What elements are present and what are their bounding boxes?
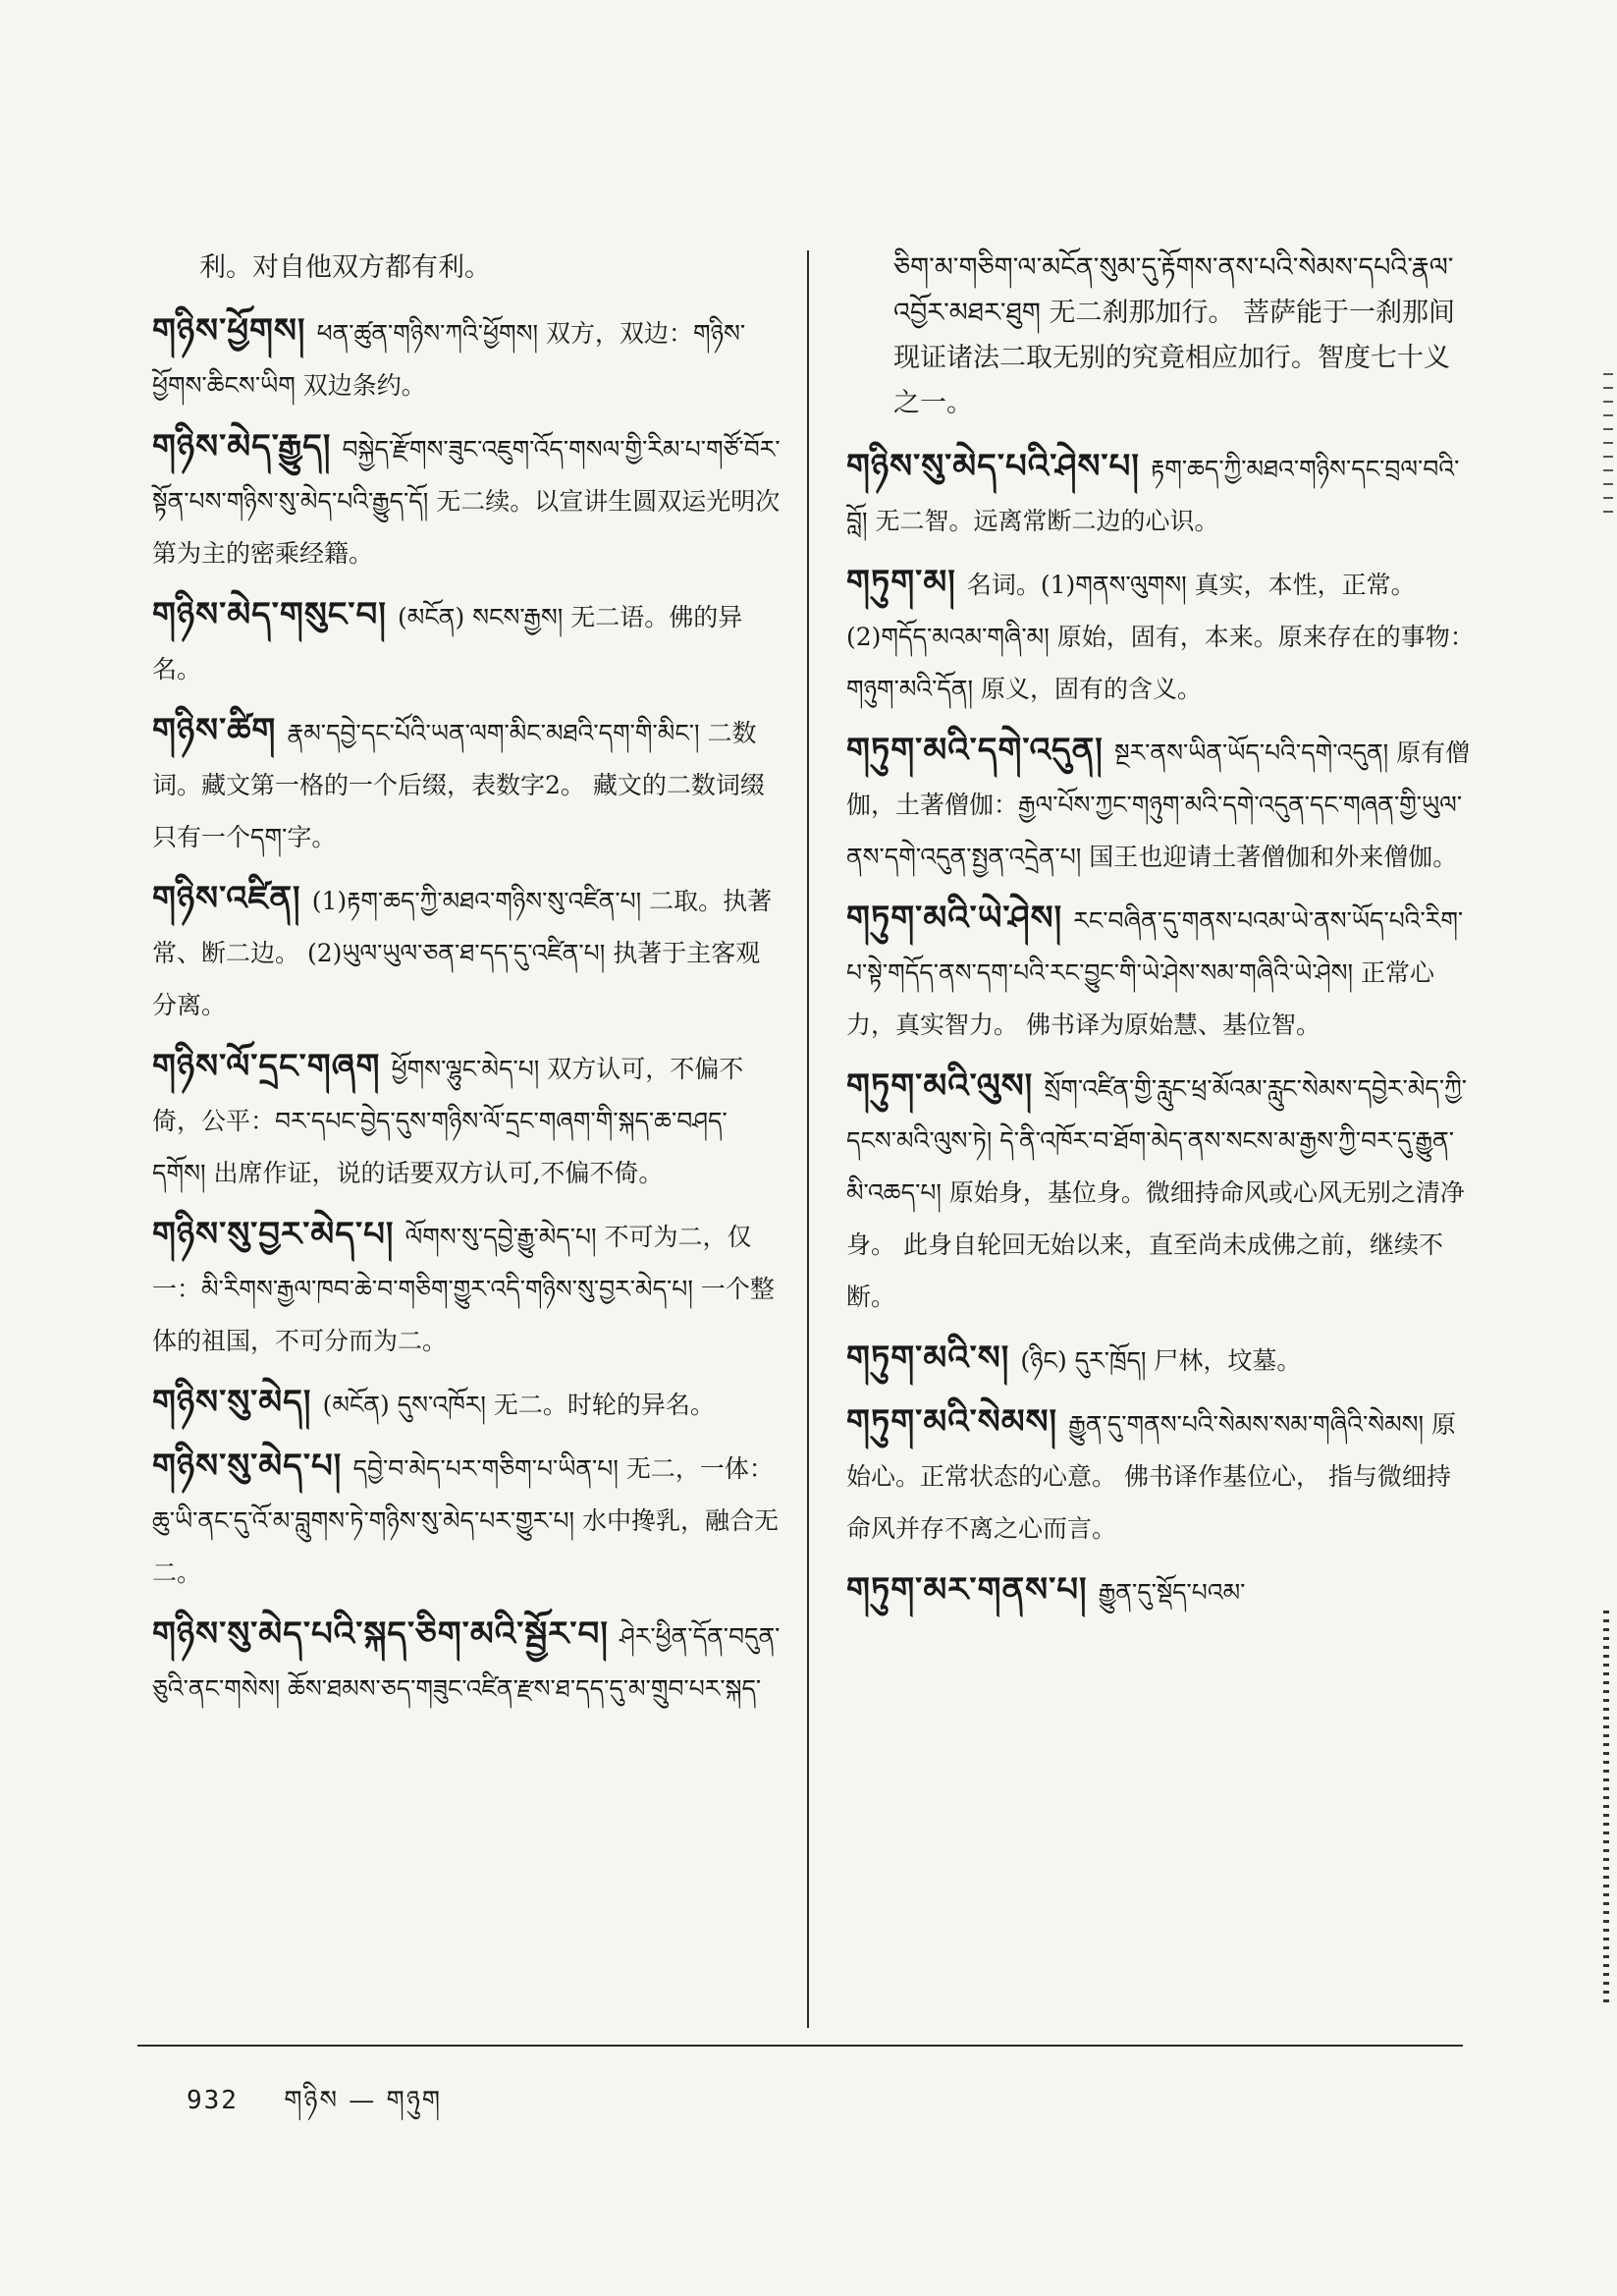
left-column [152, 246, 781, 1725]
entry-headword: གཏུག་མའི་སེམས། [846, 1402, 1058, 1442]
entry-headword: གཏུག་མའི་ལུས། [846, 1066, 1034, 1106]
entry-gloss: རྟག་ཆད་ཀྱི་མཐའ་གཉིས་དང་བྲལ་བའི་བློ། 无二智。远离常断二边的心识。 [846, 455, 1460, 535]
dictionary-entry [152, 1210, 781, 1366]
dictionary-entry [152, 1378, 781, 1430]
entry-headword: གཏུག་མ། [846, 563, 956, 602]
page-footer [187, 2072, 442, 2144]
running-head: གཉིས — གཉུག [284, 2086, 443, 2115]
entry-gloss: རང་བཞིན་དུ་གནས་པའམ་ཡེ་ནས་ཡོད་པའི་རིག་པ་སྟེ་གདོད་ནས་དག་པའི་རང་བྱུང་གི་ཡེ་ཤེས་སམ་གཞིའི་ཡེ་ཤེས། 正常心力，真实智力。 佛书译为原始慧、基位智。 [846, 906, 1464, 1039]
entry-headword: གཉིས་སུ་མེད། [152, 1383, 312, 1422]
entry-gloss: སྔར་ནས་ཡིན་ཡོད་པའི་དགེ་འདུན། 原有僧伽，土著僧伽：རྒྱལ་པོས་ཀྱང་གཉུག་མའི་དགེ་འདུན་དང་གཞན་གྱི་ཡུལ་ནས་དགེ་འདུན་སྤྱན་འདྲེན་པ། 国王也迎请土著僧伽和外来僧伽。 [846, 738, 1471, 871]
entry-gloss: ཕན་ཚུན་གཉིས་ཀའི་ཕྱོགས། 双方，双边：གཉིས་ཕྱོགས་ཆིངས་ཡིག 双边条约。 [152, 319, 746, 400]
entry-gloss: རྣམ་དབྱེ་དང་པོའི་ཡན་ལག་མིང་མཐའི་དག་གི་མིང་། 二数词。藏文第一格的一个后缀，表数字2。 藏文的二数词缀只有一个དག་字。 [152, 719, 765, 851]
entry-headword: གཉིས་སུ་བྱར་མེད་པ། [152, 1215, 395, 1254]
dictionary-entry [846, 558, 1475, 714]
entry-headword: གཏུག་མའི་ས། [846, 1339, 1010, 1378]
dictionary-entry [152, 1042, 781, 1198]
entry-headword: གཉིས་ཕྱོགས། [152, 311, 306, 351]
dictionary-entry [846, 726, 1475, 882]
entry-headword: གཉིས་སུ་མེད་པ། [152, 1447, 343, 1486]
dictionary-entry [846, 442, 1475, 546]
dictionary-entry [846, 1062, 1475, 1322]
dictionary-entry [846, 1397, 1475, 1554]
entry-gloss: ཕྱོགས་ལྷུང་མེད་པ། 双方认可，不偏不倚，公平：བར་དཔང་བྱེད་དུས་གཉིས་ལོ་དྲང་གཞག་གི་སྐད་ཆ་བཤད་དགོས། 出席作证，说的话要双方认可,不偏不倚。 [152, 1055, 744, 1187]
entry-headword: གཏུག་མའི་ཡེ་ཤེས། [846, 899, 1063, 938]
entry-headword: གཉིས་འཛིན། [152, 879, 301, 918]
footer-rule [137, 2045, 1463, 2047]
dictionary-entry [152, 706, 781, 862]
dictionary-entry [152, 874, 781, 1030]
entry-gloss: བསྐྱེད་རྫོགས་ཟུང་འཇུག་འོད་གསལ་གྱི་རིམ་པ་གཙོ་བོར་སྟོན་པས་གཉིས་སུ་མེད་པའི་རྒྱུད་དོ། 无二续。以宣讲生圆双运光明次第为主的密乘经籍。 [152, 435, 781, 568]
entry-headword: གཉིས་ལོ་དྲང་གཞག [152, 1047, 381, 1086]
entry-gloss: ཤེར་ཕྱིན་དོན་བདུན་ཅུའི་ནང་གསེས། ཆོས་ཐམས་ཅད་གཟུང་འཛིན་རྫས་ཐ་དད་དུ་མ་གྲུབ་པར་སྐད་ [152, 1622, 781, 1703]
dictionary-entry [152, 590, 781, 694]
entry-gloss: 名词。(1)གནས་ལུགས། 真实，本性，正常。(2)གདོད་མའམ་གཞི་མ། 原始，固有，本来。原来存在的事物：གཉུག་མའི་དོན། 原义，固有的含义。 [846, 571, 1475, 703]
entry-gloss: (མངོན) དུས་འཁོར། 无二。时轮的异名。 [322, 1391, 715, 1419]
dictionary-entry [152, 422, 781, 578]
entry-headword: གཉིས་སུ་མེད་པའི་ཤེས་པ། [846, 447, 1140, 486]
entry-headword: གཉིས་སུ་མེད་པའི་སྐད་ཅིག་མའི་སྦྱོར་བ། [152, 1614, 609, 1654]
entry-gloss: རྒྱུན་དུ་སྡོད་པའམ་ [1098, 1578, 1246, 1607]
entry-headword: གཉིས་མེད་གསུང་བ། [152, 595, 387, 634]
dictionary-entry [846, 894, 1475, 1050]
entry-headword: གཉིས་མེད་རྒྱུད། [152, 427, 332, 466]
entry-gloss: སྲོག་འཛིན་གྱི་རླུང་ཕྲ་མོའམ་རླུང་སེམས་དབྱེར་མེད་ཀྱི་དངས་མའི་ལུས་ཏེ། དེ་ནི་འཁོར་བ་ཐོག་མེད་ནས་སངས་མ་རྒྱས་ཀྱི་བར་དུ་རྒྱུན་མི་འཆད་པ། 原始身，基位身。微细持命风或心风无别之清净身。 此身自轮回无始以来，直至尚未成佛之前，继续不断。 [846, 1074, 1467, 1311]
dictionary-entry [152, 1442, 781, 1598]
entry-headword: གཏུག་མར་གནས་པ། [846, 1570, 1088, 1610]
entry-gloss: དབྱེ་བ་མེད་པར་གཅིག་པ་ཡིན་པ། 无二，一体：ཆུ་ཡི་ནང་དུ་འོ་མ་བླུགས་ཏེ་གཉིས་སུ་མེད་པར་གྱུར་པ། 水中搀乳，融合无二。 [152, 1454, 780, 1587]
left-continuation: 利。对自他双方都有利。 [199, 252, 491, 283]
entry-gloss: (མངོན) སངས་རྒྱས། 无二语。佛的异名。 [152, 603, 743, 683]
entry-gloss: (1)རྟག་ཆད་ཀྱི་མཐའ་གཉིས་སུ་འཛིན་པ། 二取。执著常、断二边。 (2)ཡུལ་ཡུལ་ཅན་ཐ་དད་དུ་འཛིན་པ། 执著于主客观分离。 [152, 887, 773, 1019]
entry-gloss: རྒྱུན་དུ་གནས་པའི་སེམས་སམ་གཞིའི་སེམས། 原始心。正常状态的心意。 佛书译作基位心， 指与微细持命风并存不离之心而言。 [846, 1410, 1457, 1543]
scan-edge-marks [1603, 373, 1613, 520]
entry-headword: གཉིས་ཚིག [152, 711, 277, 750]
dictionary-entry [846, 1565, 1475, 1617]
column-divider [807, 250, 809, 2028]
entry-gloss: (ཉིང) དུར་ཁྲོད། 尸林，坟墓。 [1020, 1346, 1302, 1375]
entry-gloss: ལོགས་སུ་དབྱེ་རྒྱུ་མེད་པ། 不可为二，仅一：མི་རིགས་རྒྱལ་ཁབ་ཆེ་བ་གཅིག་གྱུར་འདི་གཉིས་སུ་བྱར་མེད་པ། 一个整体的祖国，不可分而为二。 [152, 1223, 775, 1355]
dictionary-entry [846, 1334, 1475, 1386]
dictionary-entry [152, 1610, 781, 1714]
dictionary-entry [152, 306, 781, 410]
right-column [846, 246, 1475, 1629]
scan-edge-marks [1603, 1611, 1609, 2003]
page-number: 932 [187, 2086, 239, 2115]
entry-headword: གཏུག་མའི་དགེ་འདུན། [846, 731, 1104, 770]
right-continuation: ཅིག་མ་གཅིག་ལ་མངོན་སུམ་དུ་རྟོགས་ནས་པའི་སེམས་དཔའི་རྣལ་འབྱོར་མཐར་ཐུག 无二刹那加行。 菩萨能于一刹那间现证诸法二取无别的究竟相应加行。智度七十义之一。 [893, 252, 1456, 418]
